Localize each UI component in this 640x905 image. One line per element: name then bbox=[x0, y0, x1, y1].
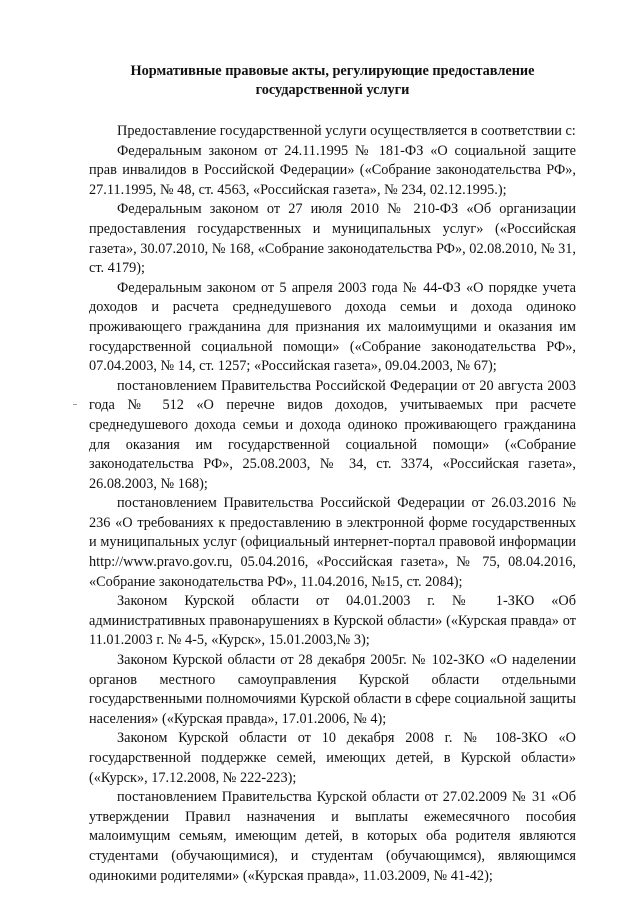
page-title bbox=[89, 62, 576, 99]
legal-act-item: Федеральным законом от 5 апреля 2003 года № 44-ФЗ «О порядке учета доходов и расчета среднедушевого дохода семьи и дохода одиноко проживающего гражданина для признания их малоимущими и оказания им государственной социальной помощи» («Собрание законодательства РФ», 07.04.2003, № 14, ст. 1257; «Российская газета», 09.04.2003, № 67); bbox=[89, 279, 576, 375]
legal-act-item: Федеральным законом от 24.11.1995 № 181-ФЗ «О социальной защите прав инвалидов в Российской Федерации» («Собрание законодательства РФ», 27.11.1995, № 48, ст. 4563, «Российская газета», № 234, 02.12.1995.); bbox=[89, 142, 576, 198]
intro-paragraph: Предоставление государственной услуги осуществляется в соответствии с: bbox=[117, 123, 576, 139]
legal-act-item: постановлением Правительства Российской Федерации от 26.03.2016 № 236 «О требованиях к предоставлению в электронной форме государственных и муниципальных услуг (официальный интернет-портал правовой информации http://www.pravo.gov.ru, 05.04.2016, «Российская газета», № 75, 08.04.2016, «Собрание законодательства РФ», 11.04.2016, №15, ст. 2084); bbox=[89, 495, 576, 590]
legal-act-item: Законом Курской области от 04.01.2003 г. № 1-ЗКО «Об административных правонарушениях в Курской области» («Курская правда» от 11.01.2003 г. № 4-5, «Курск», 15.01.2003,№ 3); bbox=[89, 593, 576, 649]
legal-act-item: Федеральным законом от 27 июля 2010 № 210-ФЗ «Об организации предоставления государственных и муниципальных услуг» («Российская газета», 30.07.2010, № 168, «Собрание законодательства РФ», 02.08.2010, № 31, ст. 4179); bbox=[89, 201, 576, 277]
document-body bbox=[89, 62, 576, 886]
title-line: Нормативные правовые акты, регулирующие предоставление bbox=[130, 63, 535, 79]
legal-act-item: постановлением Правительства Курской области от 27.02.2009 № 31 «Об утверждении Правил назначения и выплаты ежемесячного пособия малоимущим семьям, имеющим детей, в которых оба родителя являются студентами (обучающимися), и студентам (обучающимся), являющимся одинокими родителями» («Курская правда», 11.03.2009, № 41-42); bbox=[89, 789, 576, 884]
legal-act-item: Законом Курской области от 10 декабря 2008 г. № 108-ЗКО «О государственной поддержке семей, имеющих детей, в Курской области» («Курск», 17.12.2008, № 222-223); bbox=[89, 730, 576, 786]
legal-act-item: постановлением Правительства Российской Федерации от 20 августа 2003 года № 512 «О перечне видов доходов, учитываемых при расчете среднедушевого дохода семьи и дохода одиноко проживающего гражданина для оказания им государственной социальной помощи» («Собрание законодательства РФ», 25.08.2003, № 34, ст. 3374, «Российская газета», 26.08.2003, № 168); bbox=[89, 377, 576, 492]
legal-act-item: Законом Курской области от 28 декабря 2005г. № 102-ЗКО «О наделении органов местного самоуправления Курской области отдельными государственными полномочиями Курской области в сфере социальной защиты населения» («Курская правда», 17.01.2006, № 4); bbox=[89, 652, 576, 727]
title-line: государственной услуги bbox=[255, 81, 410, 98]
scan-artifact bbox=[73, 404, 77, 405]
